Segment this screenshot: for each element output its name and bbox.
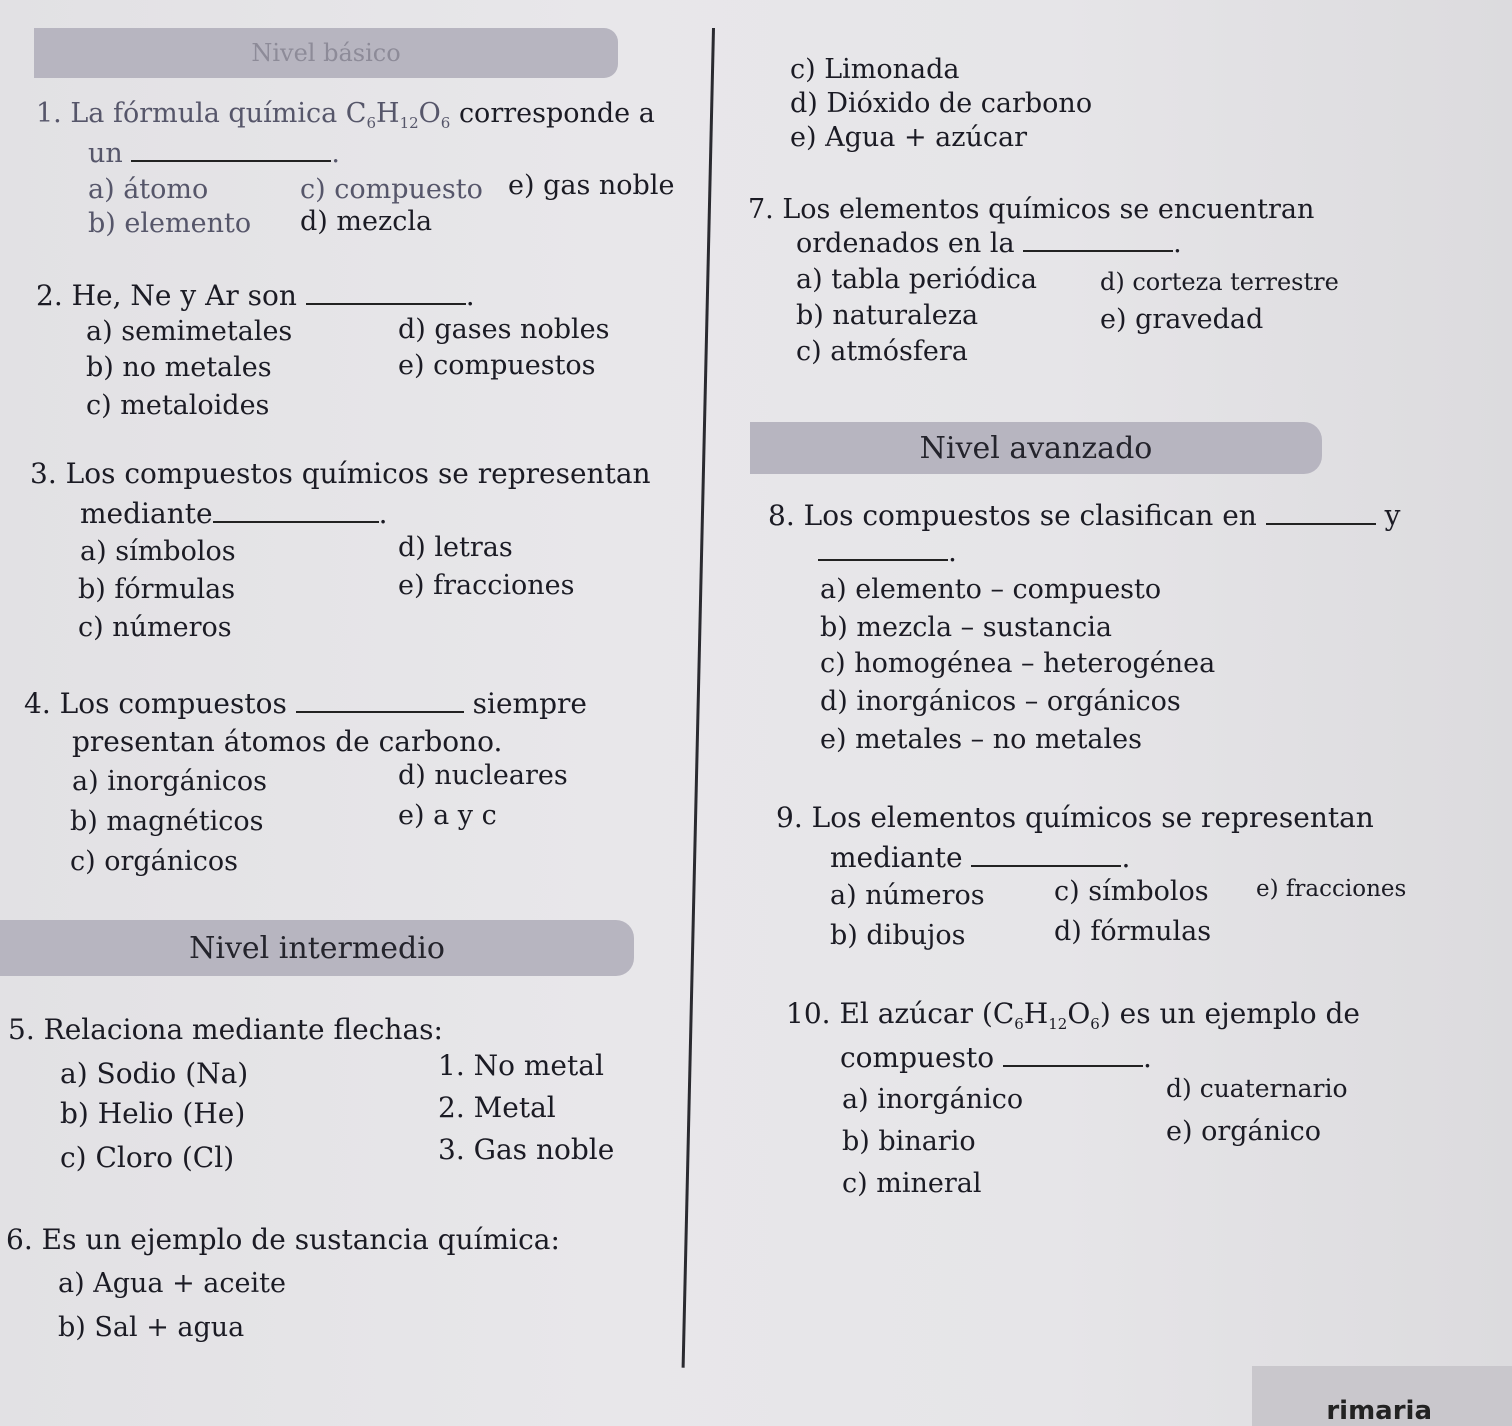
q8-option-c[interactable]: c) homogénea – heterogénea: [820, 648, 1216, 679]
q10-option-b[interactable]: b) binario: [842, 1126, 976, 1157]
q4-blank[interactable]: [296, 710, 464, 713]
q7-stem: 7. Los elementos químicos se encuentran: [748, 194, 1315, 225]
q9-stem: 9. Los elementos químicos se representan: [776, 801, 1374, 834]
header-advanced: Nivel avanzado: [750, 422, 1322, 474]
q6-option-b[interactable]: b) Sal + agua: [58, 1312, 245, 1343]
q2-option-e[interactable]: e) compuestos: [398, 350, 596, 381]
q4-line2: presentan átomos de carbono.: [72, 725, 503, 758]
q1-blank[interactable]: [131, 159, 331, 162]
q4-option-b[interactable]: b) magnéticos: [70, 806, 264, 837]
q9-option-b[interactable]: b) dibujos: [830, 920, 966, 951]
q1-option-d[interactable]: d) mezcla: [300, 206, 433, 237]
q1-option-a[interactable]: a) átomo: [88, 174, 209, 205]
q5-stem: 5. Relaciona mediante flechas:: [8, 1013, 443, 1046]
q8-option-d[interactable]: d) inorgánicos – orgánicos: [820, 686, 1181, 717]
q8-blank-2[interactable]: [818, 558, 948, 561]
q1-number: 1.: [36, 98, 62, 129]
q1-option-b[interactable]: b) elemento: [88, 208, 252, 239]
footer-label: rimaria: [1326, 1396, 1432, 1426]
q8-option-e[interactable]: e) metales – no metales: [820, 724, 1142, 755]
q7-option-e[interactable]: e) gravedad: [1100, 304, 1264, 335]
q4-option-e[interactable]: e) a y c: [398, 800, 497, 831]
q2-stem: 2. He, Ne y Ar son .: [36, 279, 475, 312]
header-basic: Nivel básico: [34, 28, 618, 78]
q8-option-a[interactable]: a) elemento – compuesto: [820, 574, 1162, 605]
q7-blank[interactable]: [1023, 249, 1173, 252]
q6-stem: 6. Es un ejemplo de sustancia química:: [6, 1223, 560, 1256]
header-intermediate: Nivel intermedio: [0, 920, 634, 976]
q10-option-c[interactable]: c) mineral: [842, 1168, 982, 1199]
q1-formula: $C_6H_{12}O_6$: [345, 98, 451, 132]
q10-option-d[interactable]: d) cuaternario: [1166, 1074, 1348, 1103]
q5-left-b[interactable]: b) Helio (He): [60, 1097, 246, 1130]
q10-option-a[interactable]: a) inorgánico: [842, 1084, 1024, 1115]
q3-option-e[interactable]: e) fracciones: [398, 570, 575, 601]
footer-corner: [1252, 1366, 1512, 1426]
q7-line2: ordenados en la .: [796, 228, 1182, 259]
q7-option-b[interactable]: b) naturaleza: [796, 300, 979, 331]
q8-option-b[interactable]: b) mezcla – sustancia: [820, 612, 1113, 643]
q10-line2: compuesto .: [840, 1041, 1152, 1074]
q4-option-d[interactable]: d) nucleares: [398, 760, 568, 791]
q9-option-e[interactable]: e) fracciones: [1256, 876, 1407, 902]
q7-option-d[interactable]: d) corteza terrestre: [1100, 268, 1339, 296]
q6-option-d[interactable]: d) Dióxido de carbono: [790, 88, 1093, 119]
q8-stem: 8. Los compuestos se clasifican en y: [768, 499, 1401, 532]
q1-stem: [36, 100, 655, 131]
q5-right-3[interactable]: 3. Gas noble: [438, 1133, 615, 1166]
q3-blank[interactable]: [213, 520, 379, 523]
q1-text-a: La fórmula química: [70, 98, 338, 129]
q2-option-c[interactable]: c) metaloides: [86, 390, 270, 421]
q2-blank[interactable]: [306, 302, 466, 305]
q5-right-2[interactable]: 2. Metal: [438, 1091, 556, 1124]
q6-option-a[interactable]: a) Agua + aceite: [58, 1268, 286, 1299]
q3-option-a[interactable]: a) símbolos: [80, 536, 236, 567]
q2-option-d[interactable]: d) gases nobles: [398, 314, 610, 345]
q6-option-e[interactable]: e) Agua + azúcar: [790, 122, 1027, 153]
q7-option-a[interactable]: a) tabla periódica: [796, 264, 1037, 295]
q9-option-c[interactable]: c) símbolos: [1054, 876, 1209, 907]
q7-option-c[interactable]: c) atmósfera: [796, 336, 968, 367]
q9-blank[interactable]: [971, 864, 1121, 867]
q10-blank[interactable]: [1003, 1064, 1143, 1067]
q4-option-c[interactable]: c) orgánicos: [70, 846, 239, 877]
q1-option-c[interactable]: c) compuesto: [300, 174, 483, 205]
q5-left-c[interactable]: c) Cloro (Cl): [60, 1141, 235, 1174]
q8-blank-1[interactable]: [1266, 522, 1376, 525]
q1-option-e[interactable]: e) gas noble: [508, 170, 675, 201]
q3-option-c[interactable]: c) números: [78, 612, 232, 643]
q5-right-1[interactable]: 1. No metal: [438, 1049, 604, 1082]
q2-option-a[interactable]: a) semimetales: [86, 316, 293, 347]
q3-stem: 3. Los compuestos químicos se representan: [30, 457, 651, 490]
q5-left-a[interactable]: a) Sodio (Na): [60, 1057, 249, 1090]
q3-option-d[interactable]: d) letras: [398, 532, 513, 563]
q1-line2: un .: [88, 138, 340, 169]
q10-formula: $(C_6H_{12}O_6)$: [981, 997, 1111, 1033]
q4-stem: 4. Los compuestos siempre: [24, 687, 587, 720]
q4-option-a[interactable]: a) inorgánicos: [72, 766, 268, 797]
q3-option-b[interactable]: b) fórmulas: [78, 574, 236, 605]
q10-stem: 10. El azúcar $(C_6H_{12}O_6)$ es un ejemplo de: [786, 997, 1360, 1033]
q1-text-b: corresponde a: [458, 98, 655, 129]
q2-option-b[interactable]: b) no metales: [86, 352, 272, 383]
q9-line2: mediante .: [830, 841, 1131, 874]
q8-line2: .: [818, 538, 957, 566]
column-divider: [682, 28, 715, 1368]
q9-option-d[interactable]: d) fórmulas: [1054, 916, 1212, 947]
q3-line2: mediante .: [80, 497, 388, 530]
q10-option-e[interactable]: e) orgánico: [1166, 1116, 1322, 1147]
q6-option-c[interactable]: c) Limonada: [790, 54, 960, 85]
q9-option-a[interactable]: a) números: [830, 880, 985, 911]
